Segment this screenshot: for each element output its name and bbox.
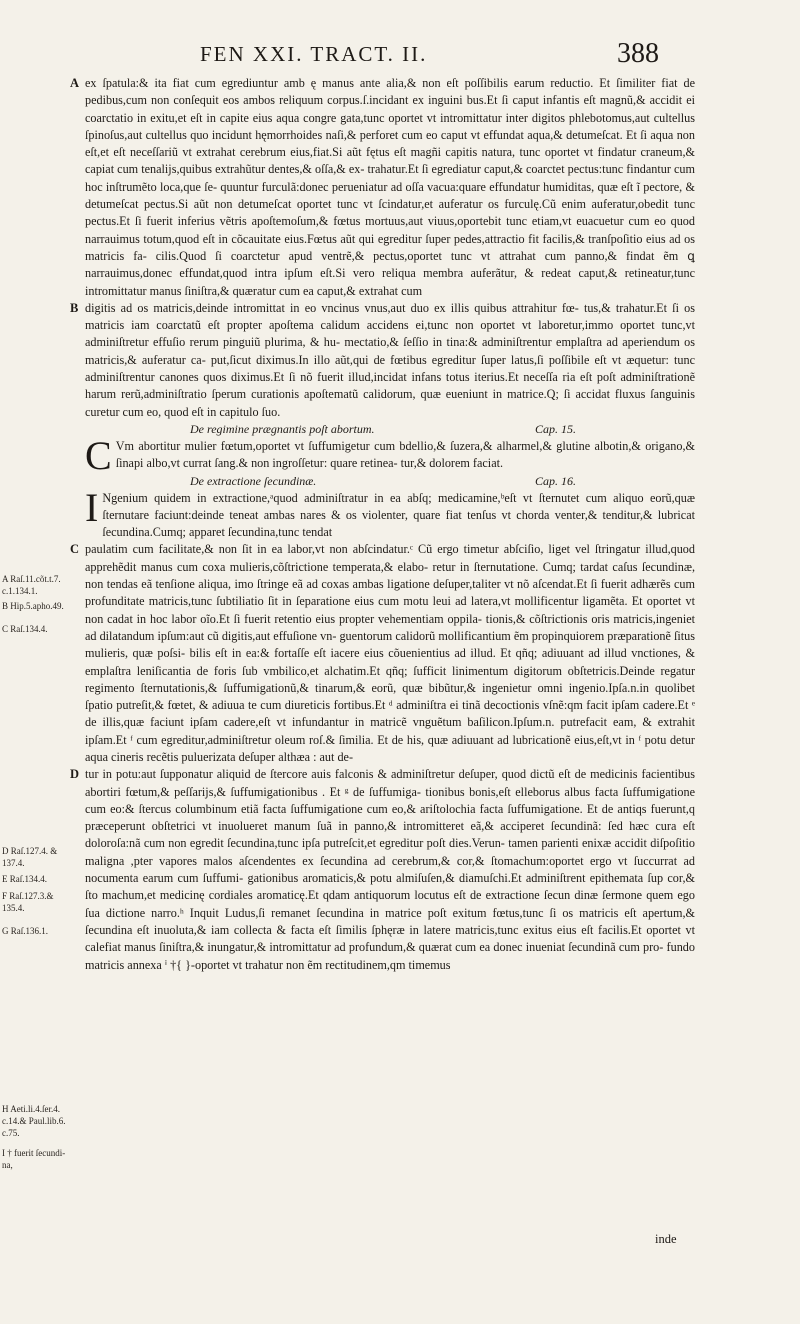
drop-cap: I [85,484,99,530]
paragraph-text: tur in potu:aut ſupponatur aliquid de ſtercore auis falconis & adminiſtretur deſuper, quod dictũ eſt de medicinis facientibus abortiri fœtum,& peſſarijs,& ſuffumigationibus . Et ᵍ de ſuffumiga- tionibus bonis,eſt elleborus albus facta ſuffumigatione cum eo:& ſtercus columbinum etiã facta ſuffumigatione cum eo,& ariſtolochia facta ſuffumigatione. Et de antiqs fuerunt,q præceperunt obſtetrici vt inuolueret manum ſuã in panno,& intromitteret eã,& acciperet ſecundinã: ſed hæc cura eſt doloroſa:nã cum non egredit ſecundina,tunc ipſa putreſcit,et egreditur poſt dies.Verun- tamen parienti enixæ accidit diſpoſitio maligna ,pter vapores malos aſcendentes ex ſecundina ad cerebrum,& cor,& ſtomachum:oportet ergo vt ſuccurrat ad nocumenta earum cum ſuffumi- gationibus aromaticis,& potu almiſuſen,& diamuſchi.Et adminiſtrent epithemata ſup cor,& ſto machum,et medicinę cordiales aromaticę.Et qdam antiquorum locutus eſt de extractione ſecun dinæ ſermone quem ego ſua dictione narro.ʰ Inquit Ludus,ſi remanet ſecundina in matrice poſt exitum fœtus,tunc ſi os matricis eſt apertum,& ſecundina eſt inuoluta,& iam collecta & facta eſt ſimilis ſphęræ in latere matricis,tunc exitus eius eſt facilis.Et oportet vt calefiat manus ſiniſtra,& inungatur,& intromittatur ad profundum,& quærat cum ea donec inueniat ſecundinã cum pro- fundo matricis annexa ⁱ †{ }-oportet vt trahatur non ẽm rectitudinem,qm timemus [85,767,695,972]
paragraph-b [70,300,695,421]
margin-note: A Raſ.11.cõt.t.7. [2,574,61,584]
margin-note: 135.4. [2,903,25,913]
chapter-heading [85,473,695,490]
running-head: FEN XXI. TRACT. II. [200,42,428,66]
paragraph-d [70,766,695,974]
margin-note: c.14.& Paul.lib.6. [2,1116,66,1126]
section-marker: D [70,767,80,782]
margin-note: H Aeti.li.4.ſer.4. [2,1104,60,1114]
margin-note: F Raſ.127.3.& [2,891,54,901]
chapter-title: De regimine prægnantis poſt abortum. [190,421,375,436]
section-marker: A [70,76,80,90]
margin-note: 137.4. [2,858,25,868]
text-block [70,75,695,974]
chapter-heading [85,421,695,438]
section-marker: B [70,300,79,315]
paragraph-text: Vm abortitur mulier fœtum,oportet vt ſuffumigetur cum bdellio,& ſuzera,& alharmel,& glutine albotin,& origano,& ſinapi albo,vt currat ſang.& non ingroſſetur: quare retinea- tur,& dolorem faciat. [115,438,695,471]
section-marker: C [70,542,80,557]
margin-note: B Hip.5.apho.49. [2,601,64,611]
margin-note: I † fuerit ſecundi- [2,1148,66,1158]
margin-note: E Raſ.134.4. [2,874,47,884]
paragraph-ch16 [85,484,695,542]
margin-note: D Raſ.127.4. & [2,846,58,856]
margin-note: G Raſ.136.1. [2,926,48,936]
paragraph-ch15 [85,432,695,478]
margin-note: na, [2,1160,13,1170]
paragraph-text: ex ſpatula:& ita fiat cum egrediuntur amb ę manus ante alia,& non eſt poſſibilis earum reductio. Et ſimiliter fiat de pedibus,cum non conſequit eos ambos reliquum corpus.ſ.incidant ex inguini bus.Et ſi caput infantis eſt magnũ,& accidit ei coarctatio in exitu,et eſt in capite eius aqua congre gata,tunc oportet vt intromittatur inter digitos phlebotomus,aut cultellus ſpinoſus,aut cultellus quo incidunt hęmorrhoides naſi,& perforet cum eo caput vt effundat aqua,& detumeſcat. Et ſi aqua non eſt,et eſt neceſſariũ vt extrahat cerebrum eius,fiat.Si aũt fętus eſt magñi capitis natura, tunc oportet vt findatur craneum,& capiat cum tenalijs,quibus extrahũtur dentes,& oſſa,& ex- trahatur.Et ſi egrediatur caput,& coarctet pectus:tunc findantur cum hoc inſtrumẽto loca,que ſe- quuntur furculã:donec perueniatur ad oſſa vacua:quare effundatur humiditas, quæ eſt ĩ pectore, & detumeſcat pectus.Si aũt non detumeſcat oportet tunc vt ſcindatur,et auferatur os furculę.Cũ enim auferatur,obedit tunc pectus.Et ſi fuerit inferius vẽtris apoſtemoſum,& fœtus mortuus,aut viuus,oportebit tunc etiam,vt euacuetur cum eo quod narrauimus totum,quod eſt in cõcauitate eius.Fœtus aũt qui egreditur ſuper pedes,attractio fit facilis,& tranſpoſitio eius ad os matricis fa- cilis.Quod ſi coarctetur apud ventrẽ,& pectus,oportet tunc vt attrahat cum panno,& findat ẽm ꝗ narrauimus,donec effundat,quod intra ipſum eſt.Si vero reliqua membra auferãtur, & redeat caput,& retineatur,tunc intromittatur manus ſiniſtra,& quæratur cum ea caput,& extrahat cum [85,76,695,298]
paragraph-text: paulatim cum facilitate,& non ſit in ea labor,vt non abſcindatur.ᶜ Cũ ergo timetur abſciſio, liget vel ſtringatur illud,quod apprehẽdit manus cum coxa mulieris,cõſtrictione temperata,& elabo- retur in ſternutatione. Cumq; tardat caſus ſecundinæ, non tendas eã tenſione aliqua, imo ſtringe eã ad coxas ambas ligatione deſuper,taliter vt nõ aſcendat.Et ſi fuerit adhærẽs cum profunditate matricis,tunc ſubtiliatio ſit in ſeparatione eius cum motu leui ad latera,vt mollificentur ligamẽta. Et oportet vt non cadat in hoc labor oĩo.Et ſi fuerit retentio eius propter vehementiam oppila- tionis,& cõſtrictionis oris matricis,ingeniet ad dilatandum ipſum:aut cũ digitis,aut effuſione vn- guentorum calidorũ mollificantium ẽm propinquiorem præparationẽ ſitus mulieris, quæ poſsi- bilis eſt in ea:& fortaſſe eſt iacere eius cõuenientius ad illud. Et qñq; adiuuant ad illud vnctiones, & emplaſtra leniſicantia de foris ſub vmbilico,et alchatim.Et qñq; ſufficit linimentum digitorum obſtetricis.Deinde regatur regimento ſternutationis,& ſuffumigationũ,& tinarum,& eorũ, quæ bibũtur,& ingenietur omni ingenio.Ipſa.n.in quolibet ſpatio putreſit,& fœtet, & adiuua te cum diureticis fortibus.Et ᵈ adminiſtra ei tinã decoctionis vſnẽ:qm facit ipſam cadere.Et ᵉ de illis,quæ faciunt ipſam cadere,eſt vt infundantur in matricẽ vnguẽtum baſilicon.Ipſum.n. putrefacit eam, & extrahit ipſam.Et ᶠ cum egreditur,adminiſtretur oleum roſ.& ſimilia. Et de his, quæ adiuuant ad lubricationẽ eius,eſt,vt in ᶠ potu detur aqua cineris recẽtis puluerizata deſuper althæa : aut de- [85,542,695,764]
paragraph-text: Ngenium quidem in extractione,ᵃquod adminiſtratur in ea abſq; medicamine,ᵇeſt vt ſternutet cum aliquo eorũ,quæ ſternutare faciunt:deinde teneat ambas nares & os violenter, quare fiat tenſus vt chorda venter,& tenditur,& lubricat ſecundina.Cumq; apparet ſecundina,tunc tendat [102,490,695,540]
page-header [0,40,800,76]
drop-cap: C [85,432,112,478]
chapter-number: Cap. 15. [535,421,577,436]
chapter-title: De extractione ſecundinæ. [190,473,317,488]
folio-number: 388 [617,38,659,69]
margin-note: C Raſ.134.4. [2,624,48,634]
paragraph-a [70,75,695,300]
paragraph-text: digitis ad os matricis,deinde intromittat in eo vncinus vnus,aut duo ex illis quibus attrahitur fœ- tus,& trahatur.Et ſi os matricis iam coarctatũ eſt propter apoſtema calidum accidens ei,tunc non oportet vt laboretur,immo oportet tunc,vt adminiſtretur effuſio rerum pinguiũ plurima, & hu- mectatio,& ſeſſio in tina:& adminiſtrentur emplaſtra ad aperiendum os matricis,& auferatur ca- put,ſicut diximus.In illo aũt,qui de fœtibus egreditur ſuper latus,ſi poſſibile eſt vt æquetur: tunc adminiſtrentur canones quos diximus.Et ſi nõ fuerit illud,incidat infans totus iterius.Et neceſſa ria eſt poſt adminiſtrationẽ harum rerũ,adminiſtratio ſperum curationis apoſtematũ calidorum, quæ eueniunt in matrice.Q; ſi accidat fluxus ſanguinis curetur cum eo, quod eſt in capitulo ſuo. [85,300,695,419]
catchword: inde [655,1232,677,1246]
margin-note: c.75. [2,1128,20,1138]
paragraph-c [70,541,695,766]
chapter-number: Cap. 16. [535,473,577,488]
margin-note: c.1.134.1. [2,586,38,596]
